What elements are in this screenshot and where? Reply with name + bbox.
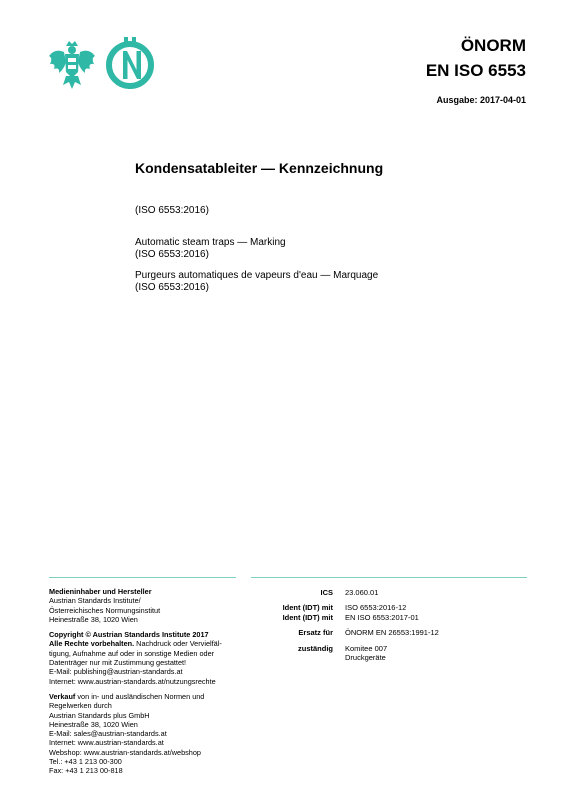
meta-row-committee bbox=[240, 644, 540, 663]
german-reference: (ISO 6553:2016) bbox=[135, 205, 209, 216]
meta-label: Ident (IDT) mit bbox=[282, 603, 333, 613]
english-reference: (ISO 6553:2016) bbox=[135, 249, 209, 260]
sales-fax: Fax: +43 1 213 00-818 bbox=[49, 766, 123, 776]
rights-text: Nachdruck oder Vervielfäl- bbox=[134, 639, 222, 649]
document-title: Kondensatableiter — Kennzeichnung bbox=[135, 160, 384, 176]
sales-phone: Tel.: +43 1 213 00-300 bbox=[49, 757, 122, 767]
french-title: Purgeurs automatiques de vapeurs d'eau — Marquage bbox=[135, 270, 379, 281]
english-title: Automatic steam traps — Marking bbox=[135, 237, 286, 248]
sales-heading-text: von in- und ausländischen Normen und bbox=[75, 691, 205, 701]
meta-row-identity bbox=[240, 603, 540, 622]
footer-divider-right bbox=[251, 577, 527, 578]
meta-value: EN ISO 6553:2017-01 bbox=[345, 612, 419, 622]
sales-email: E-Mail: sales@austrian-standards.at bbox=[49, 729, 167, 739]
english-title-block bbox=[135, 237, 286, 261]
owner-heading: Medieninhaber und Hersteller bbox=[49, 587, 152, 596]
copyright-email: E-Mail: publishing@austrian-standards.at bbox=[49, 667, 183, 677]
norm-number: EN ISO 6553 bbox=[425, 61, 526, 80]
document-metadata bbox=[240, 588, 540, 668]
meta-value: Druckgeräte bbox=[345, 653, 386, 663]
french-title-block bbox=[135, 270, 378, 294]
meta-value: Komitee 007 bbox=[345, 643, 388, 653]
rights-reserved: Alle Rechte vorbehalten. bbox=[49, 639, 135, 649]
on-logo-icon bbox=[104, 37, 156, 89]
meta-row-replaces bbox=[240, 628, 540, 637]
edition-date: Ausgabe: 2017-04-01 bbox=[436, 95, 526, 105]
meta-row-ics bbox=[240, 588, 540, 597]
imprint bbox=[49, 587, 239, 782]
french-reference: (ISO 6553:2016) bbox=[135, 282, 209, 293]
footer-divider-left bbox=[49, 577, 236, 578]
meta-label: zuständig bbox=[298, 643, 333, 653]
sales-line: Austrian Standards plus GmbH bbox=[49, 710, 150, 720]
meta-label: ICS bbox=[320, 588, 333, 597]
sales-internet: Internet: www.austrian-standards.at bbox=[49, 738, 164, 748]
copyright-heading: Copyright © Austrian Standards Institute 2017 bbox=[49, 630, 209, 640]
meta-label: Ersatz für bbox=[298, 628, 333, 638]
meta-value: ÖNORM EN 26553:1991-12 bbox=[345, 628, 439, 638]
copyright-section bbox=[49, 630, 239, 686]
owner-line: Heinestraße 38, 1020 Wien bbox=[49, 614, 138, 624]
sales-section bbox=[49, 692, 239, 776]
copyright-line: tigung, Aufnahme auf oder in sonstige Medien oder bbox=[49, 648, 215, 658]
sales-line: Heinestraße 38, 1020 Wien bbox=[49, 719, 138, 729]
owner-line: Österreichisches Normungsinstitut bbox=[49, 605, 161, 615]
sales-webshop: Webshop: www.austrian-standards.at/webshop bbox=[49, 747, 201, 757]
austrian-eagle-icon bbox=[47, 38, 97, 92]
sales-line: Regelwerken durch bbox=[49, 701, 112, 711]
copyright-url: Internet: www.austrian-standards.at/nutzungsrechte bbox=[49, 676, 216, 686]
owner-section bbox=[49, 587, 239, 624]
meta-value: ISO 6553:2016-12 bbox=[345, 603, 407, 613]
sales-heading: Verkauf bbox=[49, 691, 76, 701]
meta-label: Ident (IDT) mit bbox=[282, 612, 333, 622]
norm-name: ÖNORM bbox=[460, 36, 526, 55]
owner-line: Austrian Standards Institute/ bbox=[49, 596, 141, 606]
copyright-line: Datenträger nur mit Zustimmung gestattet! bbox=[49, 658, 187, 668]
meta-value: 23.060.01 bbox=[345, 588, 379, 597]
